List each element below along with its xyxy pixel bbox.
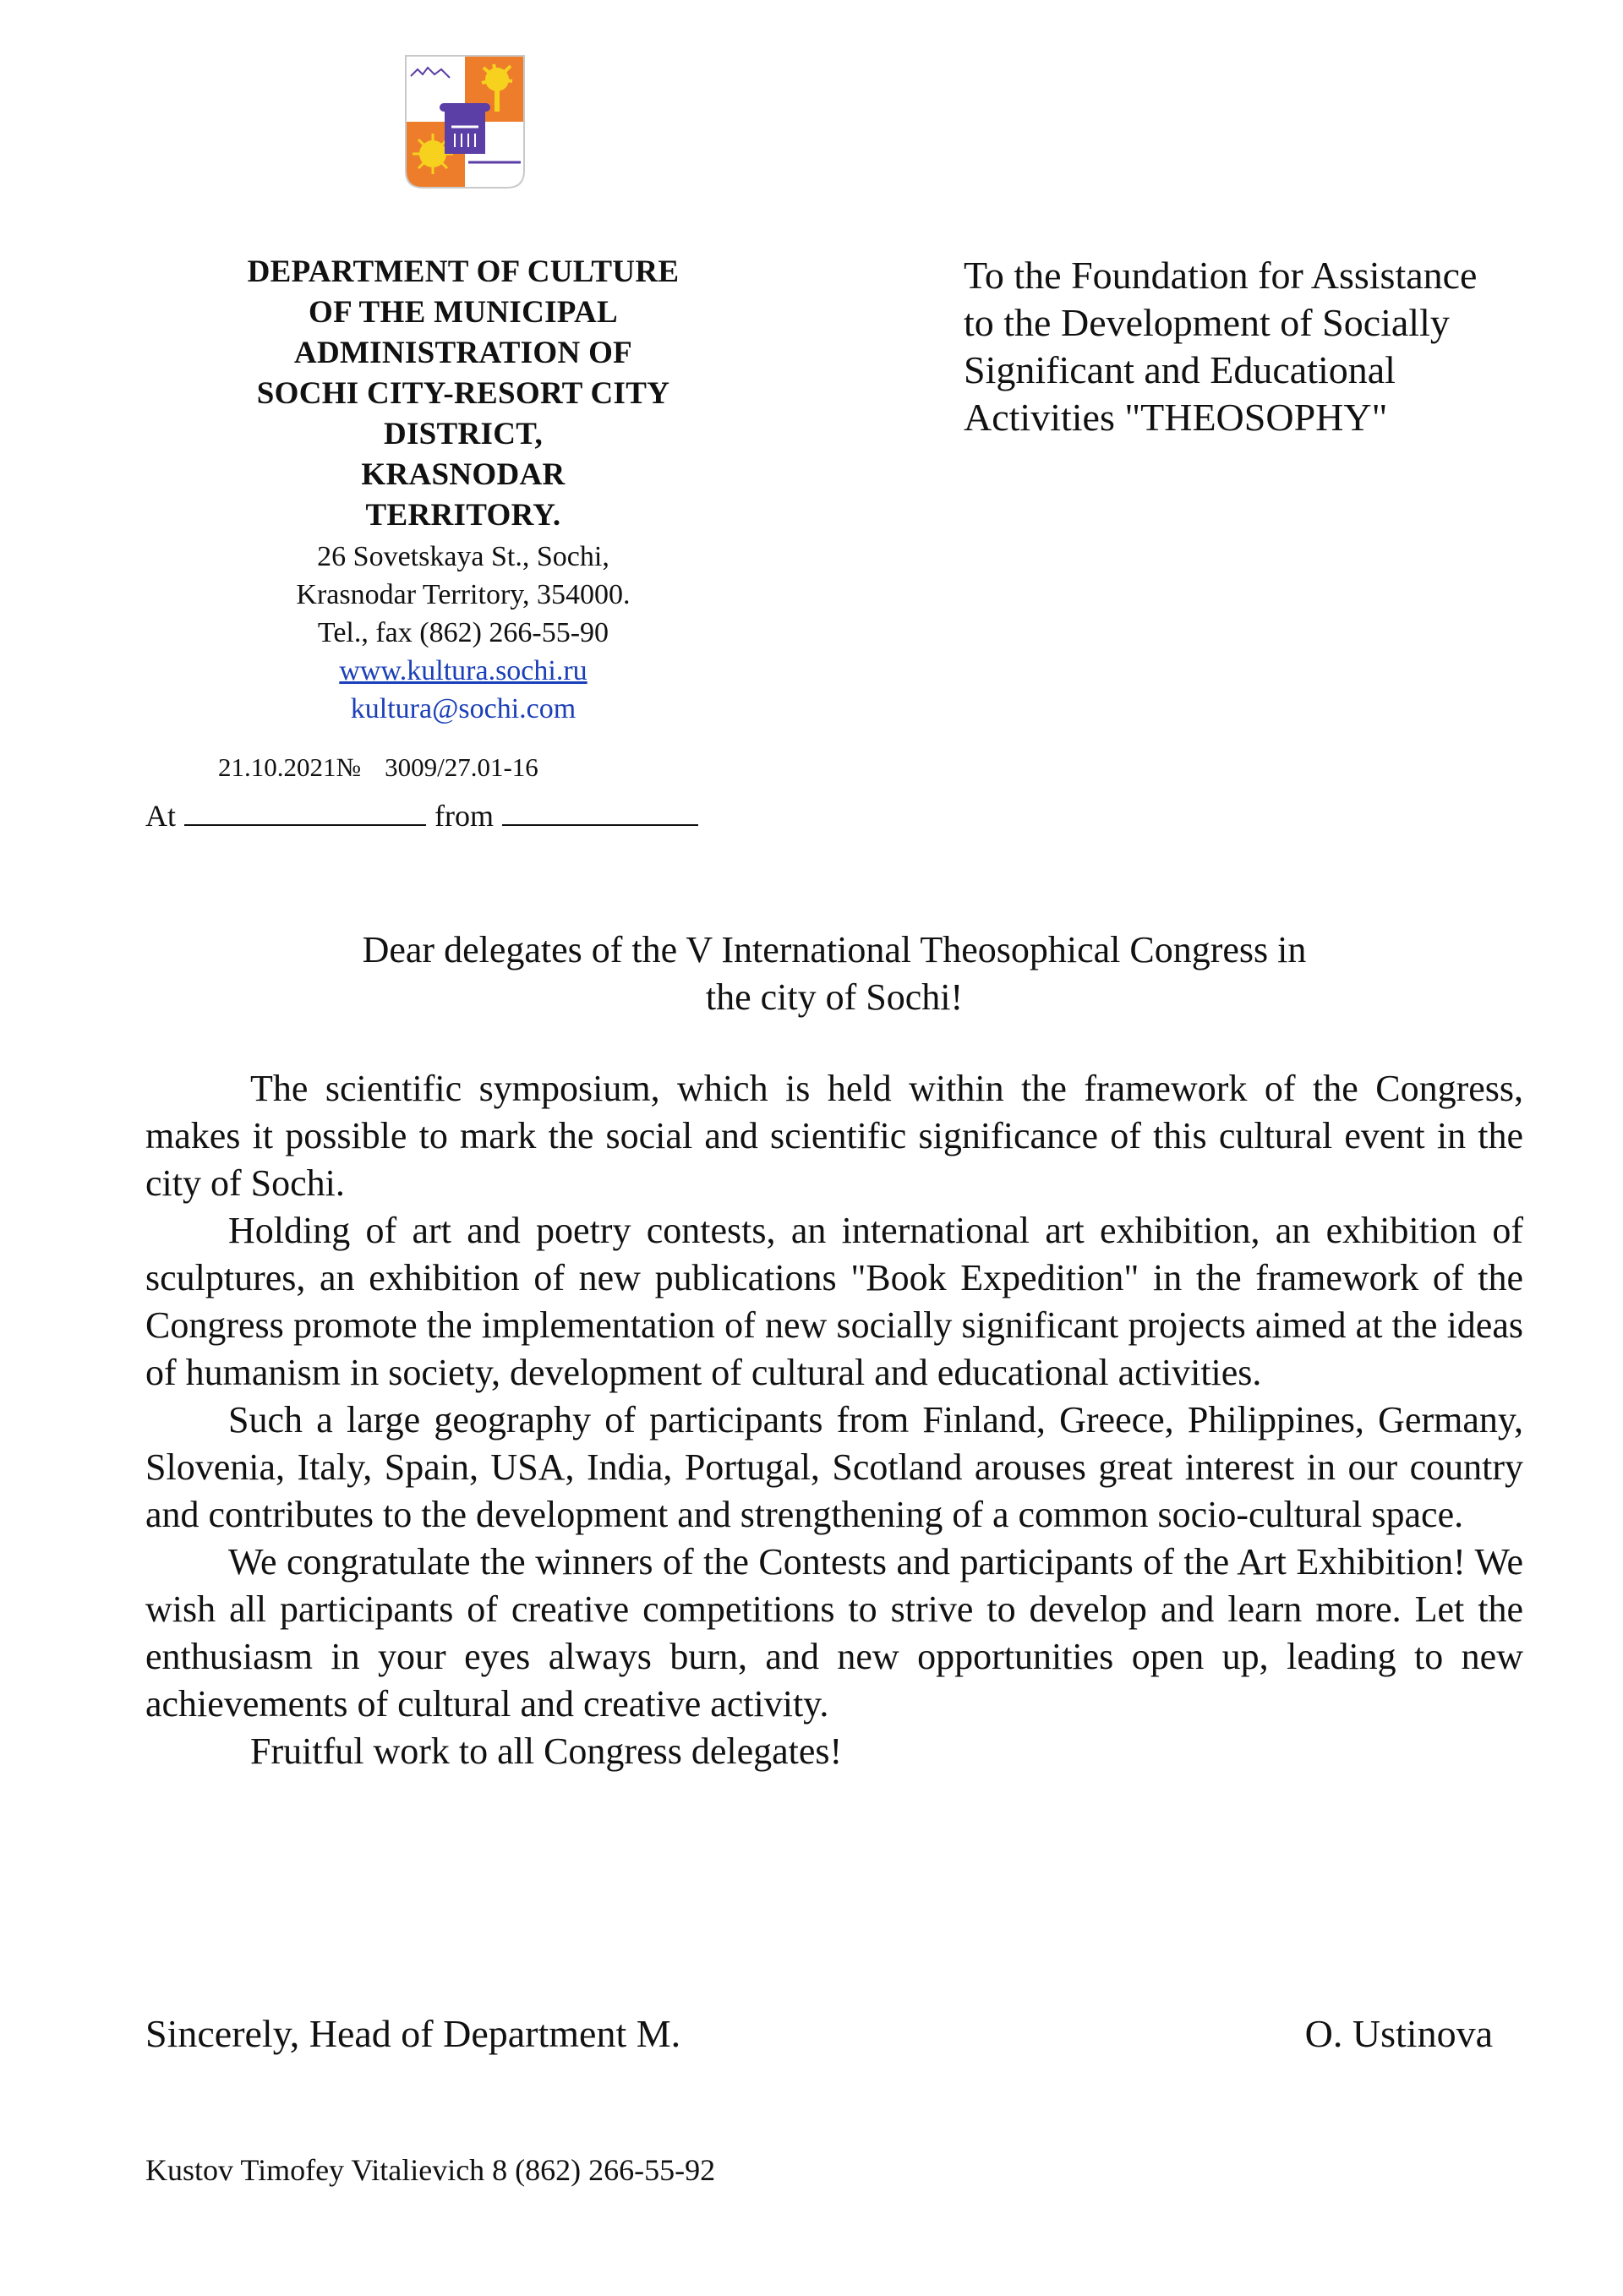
contact-footer: Kustov Timofey Vitalievich 8 (862) 266-55-92	[145, 2153, 716, 2187]
sender-name-line: OF THE MUNICIPAL	[309, 295, 618, 330]
recipient-line: to the Development of Socially	[964, 301, 1450, 344]
recipient-line: To the Foundation for Assistance	[964, 254, 1478, 297]
signature-title: Sincerely, Head of Department M.	[145, 2012, 681, 2055]
recipient-block	[964, 252, 1589, 441]
sender-address	[201, 538, 725, 728]
letter-body	[145, 1065, 1523, 1775]
sochi-coat-of-arms-icon	[402, 52, 527, 194]
recipient-line: Activities "THEOSOPHY"	[964, 396, 1388, 439]
sender-name-line: KRASNODAR	[361, 457, 566, 492]
sender-name-line: DEPARTMENT OF CULTURE	[247, 254, 680, 289]
salutation-line-1: Dear delegates of the V International Theosophical Congress in	[362, 929, 1307, 970]
sender-name-line: ADMINISTRATION OF	[293, 336, 633, 370]
from-blank-field	[502, 801, 698, 826]
sender-phone: Tel., fax (862) 266-55-90	[317, 617, 609, 648]
from-label: from	[434, 799, 494, 833]
recipient-line: Significant and Educational	[964, 348, 1396, 391]
reference-date: 21.10.2021№	[218, 752, 362, 782]
body-paragraph: Such a large geography of participants from Finland, Greece, Philippines, Germany, Slovenia, Italy, Spain, USA, India, Portugal, Scotland arouses great interest in our country and contributes to the development and strengthening of a common socio-cultural space.	[145, 1399, 1523, 1535]
sender-website-link[interactable]: www.kultura.sochi.ru	[339, 655, 587, 686]
at-label: At	[145, 799, 176, 833]
sender-region: Krasnodar Territory, 354000.	[296, 579, 631, 610]
sender-email-link[interactable]: kultura@sochi.com	[350, 693, 577, 724]
sender-name-line: TERRITORY.	[365, 498, 561, 533]
signature-line	[145, 2010, 1493, 2058]
sender-street: 26 Sovetskaya St., Sochi,	[317, 541, 609, 572]
sender-name-line: SOCHI CITY-RESORT CITY	[256, 376, 670, 411]
body-paragraph: Holding of art and poetry contests, an international art exhibition, an exhibition of sculptures, an exhibition of new publications "Book Expedition" in the framework of the Congress promote the implementation of new socially significant projects aimed at the ideas of humanism in society, development of cultural and educational activities.	[145, 1210, 1523, 1393]
sender-name-line: DISTRICT,	[383, 417, 544, 451]
closing-line: Fruitful work to all Congress delegates!	[250, 1730, 843, 1772]
body-paragraph: We congratulate the winners of the Contests and participants of the Art Exhibition! We wish all participants of creative competitions to strive to develop and learn more. Let the enthusiasm in your eyes always burn, and new opportunities open up, leading to new achievements of cultural and creative activity.	[145, 1541, 1523, 1725]
reference-number: 3009/27.01-16	[385, 752, 538, 782]
reference-line	[218, 752, 538, 783]
sender-block	[201, 252, 725, 728]
sender-organization-name	[201, 252, 725, 536]
signature-name: O. Ustinova	[1304, 2012, 1493, 2055]
at-from-line	[145, 798, 698, 834]
salutation-line-2: the city of Sochi!	[705, 976, 964, 1018]
at-blank-field	[184, 801, 426, 826]
salutation	[145, 927, 1523, 1021]
body-paragraph: The scientific symposium, which is held within the framework of the Congress, makes it possible to mark the social and scientific significance of this cultural event in the city of Sochi.	[145, 1068, 1523, 1204]
